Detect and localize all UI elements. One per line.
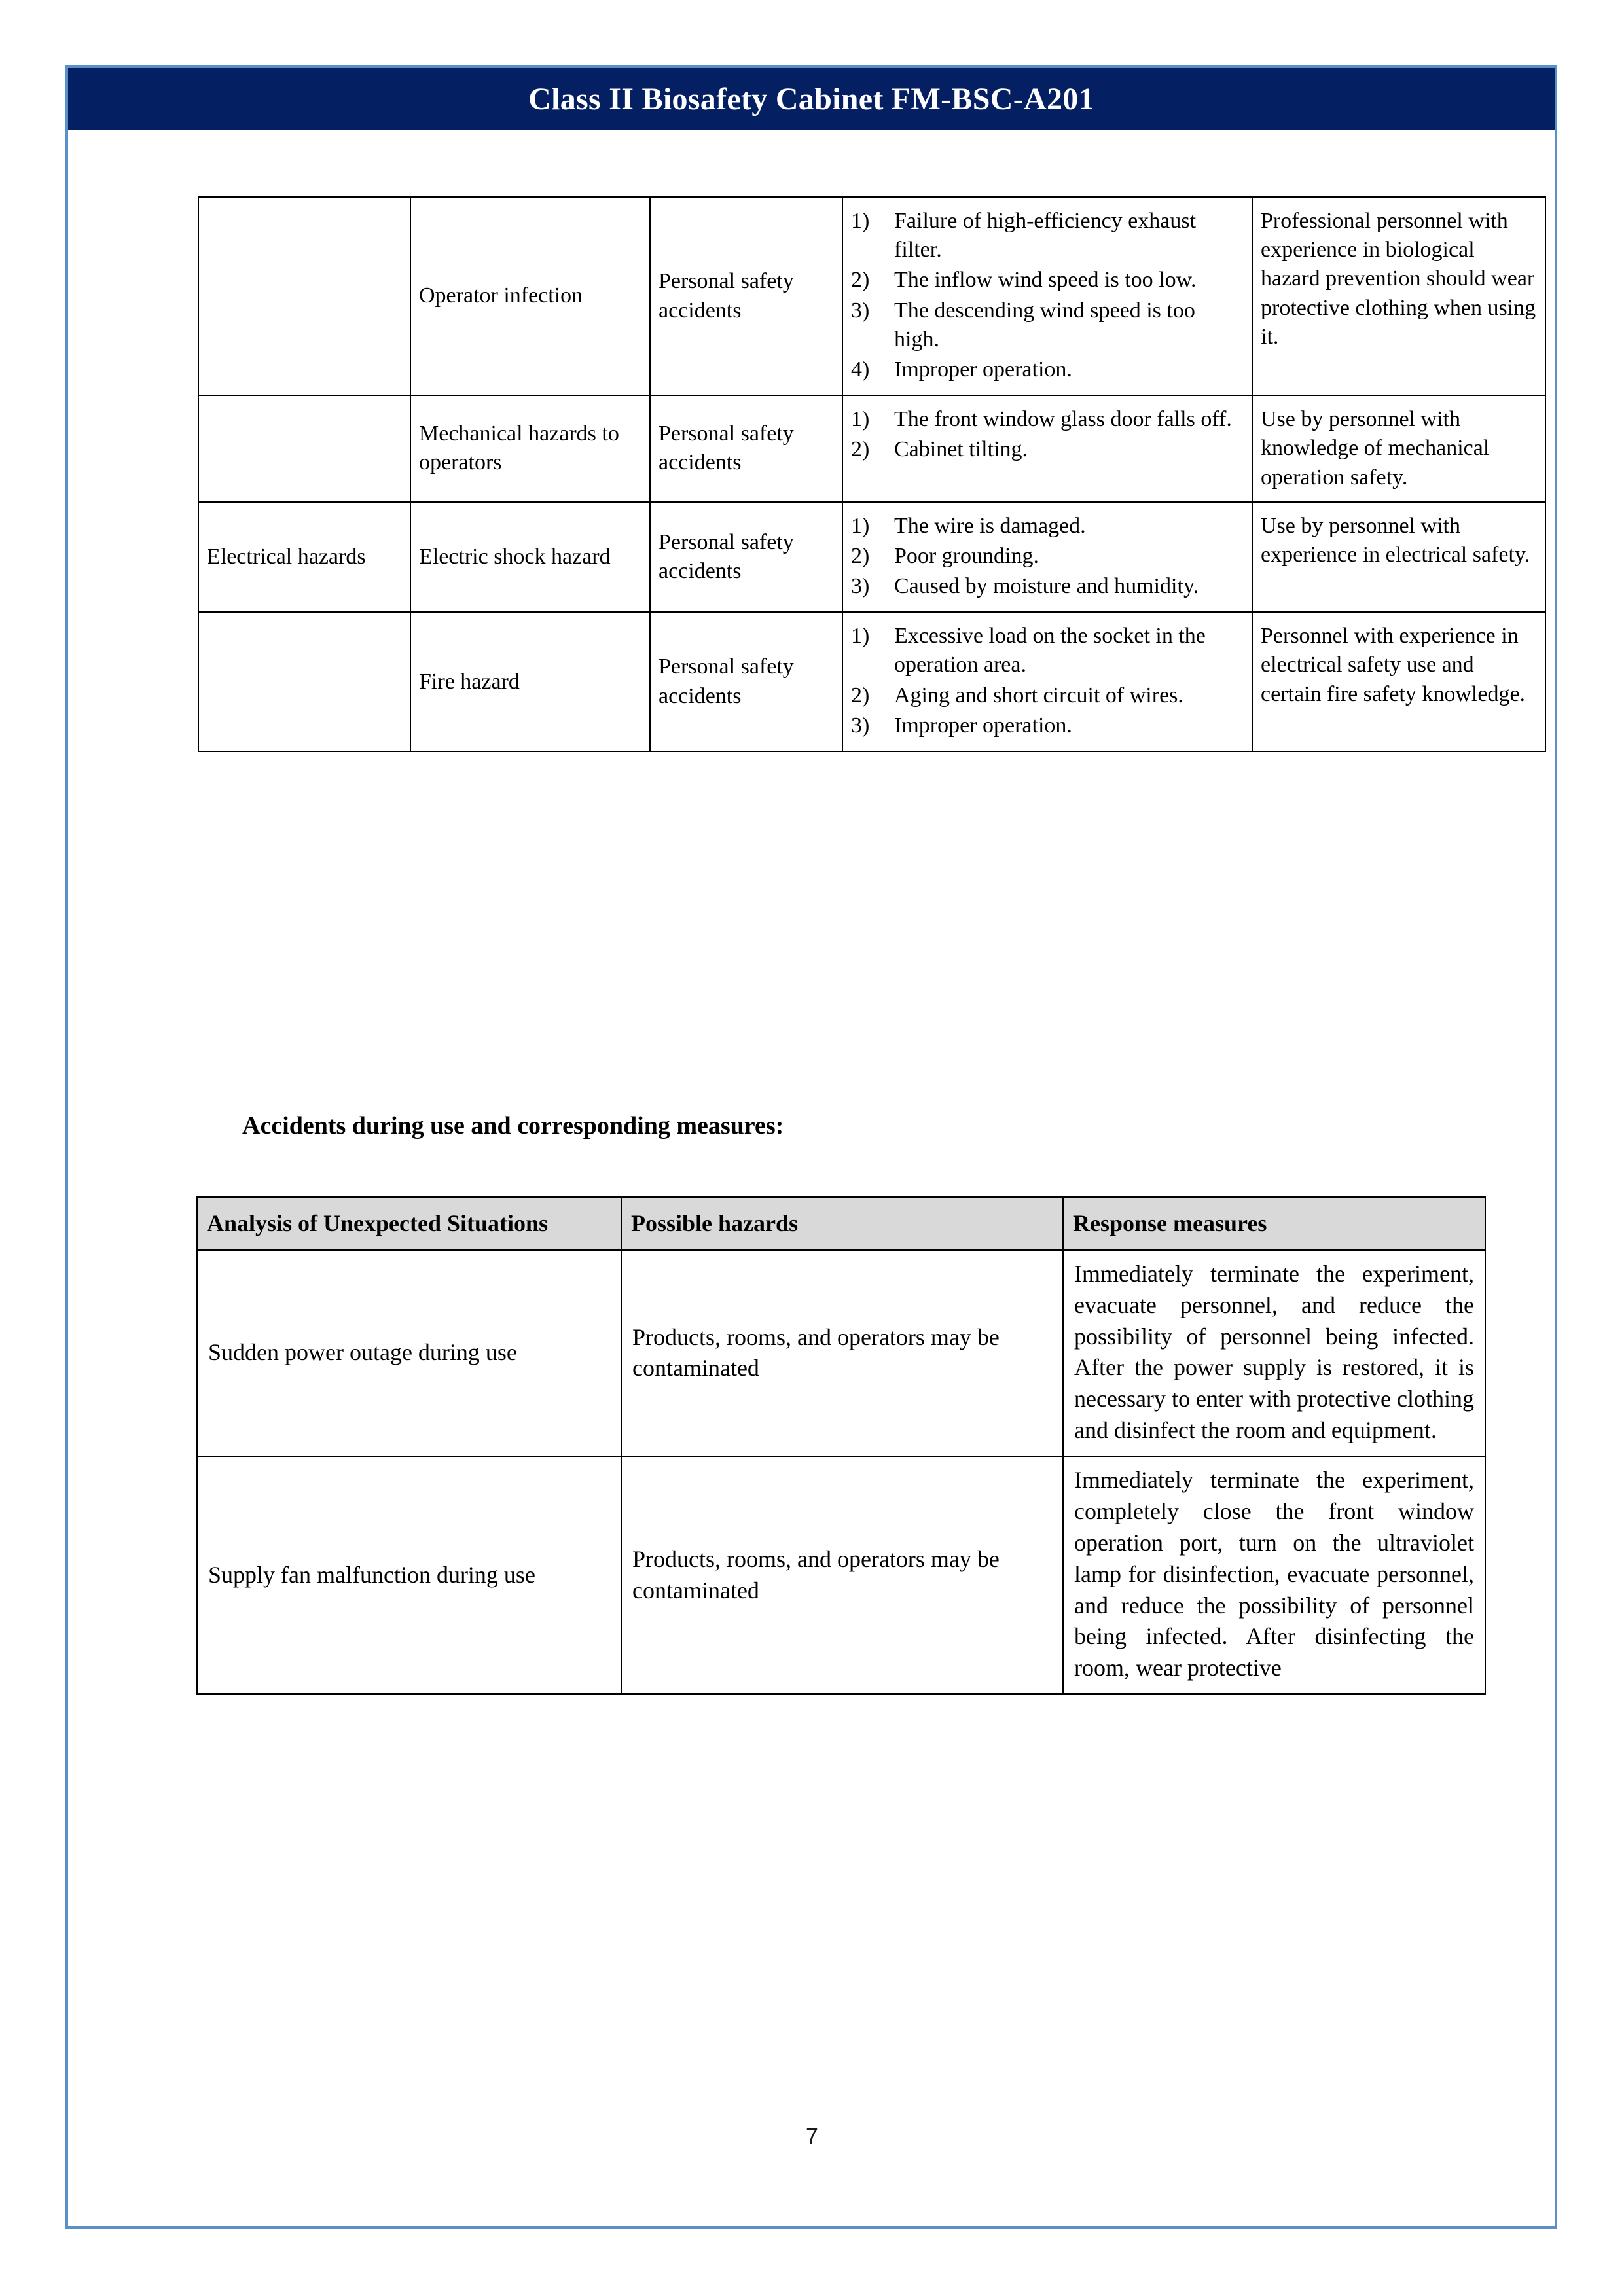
list-item: The wire is damaged. <box>894 513 1086 538</box>
hazard-consequence-cell: Personal safety accidents <box>650 197 842 395</box>
hazard-name-cell: Mechanical hazards to operators <box>410 395 650 502</box>
situation-cell: Sudden power outage during use <box>197 1250 621 1456</box>
hazard-consequence-cell: Personal safety accidents <box>650 502 842 613</box>
list-item: The front window glass door falls off. <box>894 407 1232 432</box>
hazard-causes-cell <box>842 612 1252 751</box>
table-row <box>198 197 1545 395</box>
hazard-category-cell <box>198 197 410 395</box>
table-header-row <box>197 1197 1485 1250</box>
hazard-name-cell: Operator infection <box>410 197 650 395</box>
table-row <box>197 1250 1485 1456</box>
causes-list <box>851 405 1244 464</box>
causes-list <box>851 622 1244 740</box>
situation-cell: Supply fan malfunction during use <box>197 1456 621 1694</box>
column-header-situations: Analysis of Unexpected Situations <box>197 1197 621 1250</box>
hazard-causes-cell <box>842 197 1252 395</box>
hazard-personnel-cell: Professional personnel with experience in biological hazard prevention should wear protective clothing when using it. <box>1252 197 1545 395</box>
list-item: Improper operation. <box>894 713 1072 738</box>
hazard-category-cell: Electrical hazards <box>198 502 410 613</box>
list-item: Cabinet tilting. <box>894 437 1028 462</box>
table-row <box>198 395 1545 502</box>
page-title: Class II Biosafety Cabinet FM-BSC-A201 <box>528 82 1094 117</box>
causes-list <box>851 207 1244 384</box>
list-item: Excessive load on the socket in the operation area. <box>894 624 1206 677</box>
accidents-measures-table <box>196 1196 1486 1695</box>
section-heading: Accidents during use and corresponding measures: <box>242 1112 784 1139</box>
hazard-personnel-cell: Use by personnel with experience in electrical safety. <box>1252 502 1545 613</box>
list-item: Poor grounding. <box>894 543 1039 568</box>
list-item: Failure of high-efficiency exhaust filter. <box>894 209 1197 262</box>
list-item: The inflow wind speed is too low. <box>894 268 1197 293</box>
hazard-analysis-table <box>198 196 1546 752</box>
hazard-causes-cell <box>842 502 1252 613</box>
list-item: Improper operation. <box>894 357 1072 382</box>
page-number: 7 <box>806 2124 818 2149</box>
table-row <box>198 502 1545 613</box>
hazard-name-cell: Electric shock hazard <box>410 502 650 613</box>
possible-hazards-cell: Products, rooms, and operators may be contaminated <box>621 1456 1063 1694</box>
table-row <box>197 1456 1485 1694</box>
column-header-hazards: Possible hazards <box>621 1197 1063 1250</box>
causes-list <box>851 512 1244 601</box>
list-item: The descending wind speed is too high. <box>894 298 1195 351</box>
hazard-personnel-cell: Use by personnel with knowledge of mechanical operation safety. <box>1252 395 1545 502</box>
hazard-category-cell <box>198 395 410 502</box>
hazard-category-cell <box>198 612 410 751</box>
hazard-consequence-cell: Personal safety accidents <box>650 612 842 751</box>
list-item: Caused by moisture and humidity. <box>894 574 1199 599</box>
hazard-personnel-cell: Personnel with experience in electrical safety use and certain fire safety knowledge. <box>1252 612 1545 751</box>
response-measures-cell: Immediately terminate the experiment, completely close the front window operation port, turn on the ultraviolet lamp for disinfection, evacuate personnel, and reduce the possibility of personnel being infected. After disinfecting the room, wear protective <box>1063 1456 1485 1694</box>
column-header-measures: Response measures <box>1063 1197 1485 1250</box>
response-measures-cell: Immediately terminate the experiment, evacuate personnel, and reduce the possibility of personnel being infected. After the power supply is restored, it is necessary to enter with protective clothing and disinfect the room and equipment. <box>1063 1250 1485 1456</box>
hazard-consequence-cell: Personal safety accidents <box>650 395 842 502</box>
list-item: Aging and short circuit of wires. <box>894 683 1183 708</box>
hazard-causes-cell <box>842 395 1252 502</box>
hazard-name-cell: Fire hazard <box>410 612 650 751</box>
possible-hazards-cell: Products, rooms, and operators may be contaminated <box>621 1250 1063 1456</box>
table-row <box>198 612 1545 751</box>
